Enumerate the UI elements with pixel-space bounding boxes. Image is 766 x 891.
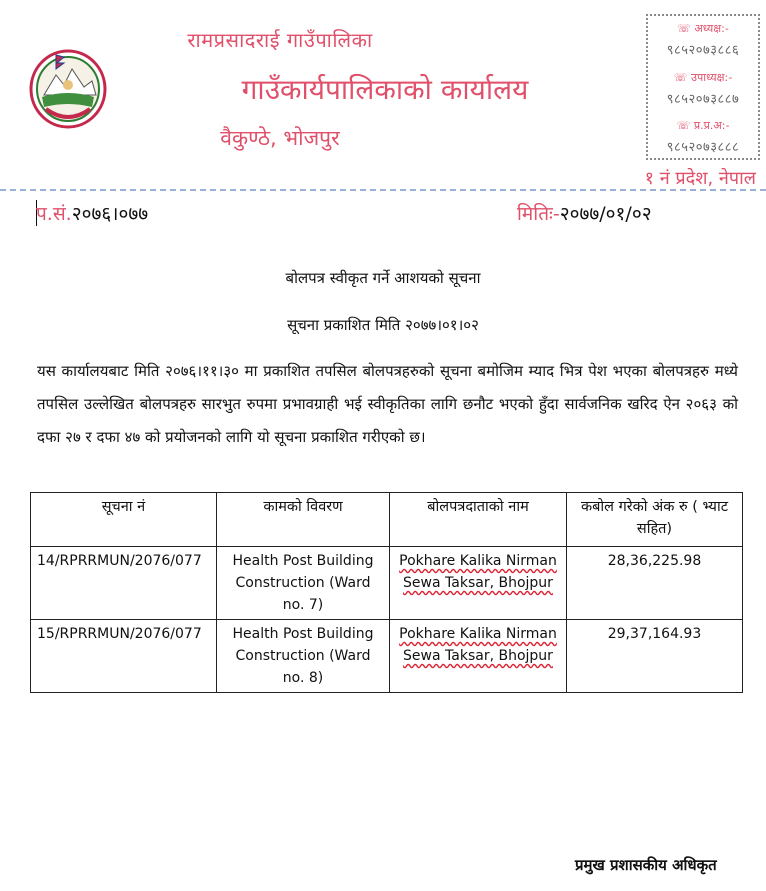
letter-date xyxy=(517,200,652,226)
table-header-row xyxy=(31,493,743,547)
column-header-amount: कबोल गरेको अंक रु ( भ्याट सहित) xyxy=(567,493,743,547)
bidder-cell xyxy=(390,547,567,620)
government-emblem-icon xyxy=(26,45,110,133)
header-divider xyxy=(0,189,766,191)
column-header-notice-no: सूचना नं xyxy=(31,493,217,547)
amount-cell: 28,36,225.98 xyxy=(567,547,743,620)
reference-label: प.सं. xyxy=(36,203,72,225)
publish-date: सूचना प्रकाशित मिति २०७७।०१।०२ xyxy=(287,316,479,334)
province: १ नं प्रदेश, नेपाल xyxy=(644,168,756,189)
bidder-cell xyxy=(390,620,567,693)
contact-label-vice-chairperson: ☏ उपाध्यक्ष:- xyxy=(673,71,733,84)
table-row xyxy=(31,620,743,693)
contact-number-vice-chairperson: ९८५२०७३८८७ xyxy=(666,92,740,107)
notice-no-cell: 14/RPRRMUN/2076/077 xyxy=(31,547,217,620)
signature-title: प्रमुख प्रशासकीय अधिकृत xyxy=(575,856,717,874)
bid-table xyxy=(30,492,743,693)
column-header-description: कामको विवरण xyxy=(217,493,390,547)
description-cell: Health Post Building Construction (Ward no. 8) xyxy=(217,620,390,693)
office-name: रामप्रसादराई गाउँपालिका xyxy=(187,28,373,52)
reference-number xyxy=(36,200,148,226)
description-cell: Health Post Building Construction (Ward no. 7) xyxy=(217,547,390,620)
bidder-name: Pokhare Kalika Nirman Sewa Taksar, Bhojpur xyxy=(399,626,557,664)
column-header-bidder: बोलपत्रदाताको नाम xyxy=(390,493,567,547)
table-row xyxy=(31,547,743,620)
contact-number-chairperson: ९८५२०७३८८६ xyxy=(666,43,740,58)
contact-number-cao: ९८५२०७३८८८ xyxy=(666,140,740,155)
reference-value: २०७६।०७७ xyxy=(71,203,149,225)
notice-title: बोलपत्र स्वीकृत गर्ने आशयको सूचना xyxy=(285,269,481,287)
office-title: गाउँकार्यपालिकाको कार्यालय xyxy=(241,73,529,106)
contact-label-cao: ☏ प्र.प्र.अ:- xyxy=(676,119,730,132)
office-address: वैकुण्ठे, भोजपुर xyxy=(220,126,340,150)
bidder-name: Pokhare Kalika Nirman Sewa Taksar, Bhojpur xyxy=(399,553,557,591)
contact-box xyxy=(646,14,760,160)
amount-cell: 29,37,164.93 xyxy=(567,620,743,693)
notice-body: यस कार्यालयबाट मिति २०७६।११।३० मा प्रकाशित तपसिल बोलपत्रहरुको सूचना बमोजिम म्याद भित्र पेश भएका बोलपत्रहरु मध्ये तपसिल उल्लेखित बोलपत्रहरु सारभुत रुपमा प्रभावग्राही भई स्वीकृतिका लागि छनौट भएको हुँदा सार्वजनिक खरिद ऐन २०६३ को दफा २७ र दफा ४७ को प्रयोजनको लागि यो सूचना प्रकाशित गरीएको छ। xyxy=(37,362,738,446)
contact-label-chairperson: ☏ अध्यक्ष:- xyxy=(677,22,729,35)
date-label: मितिः- xyxy=(517,203,560,225)
notice-no-cell: 15/RPRRMUN/2076/077 xyxy=(31,620,217,693)
date-value: २०७७/०१/०२ xyxy=(559,203,652,225)
